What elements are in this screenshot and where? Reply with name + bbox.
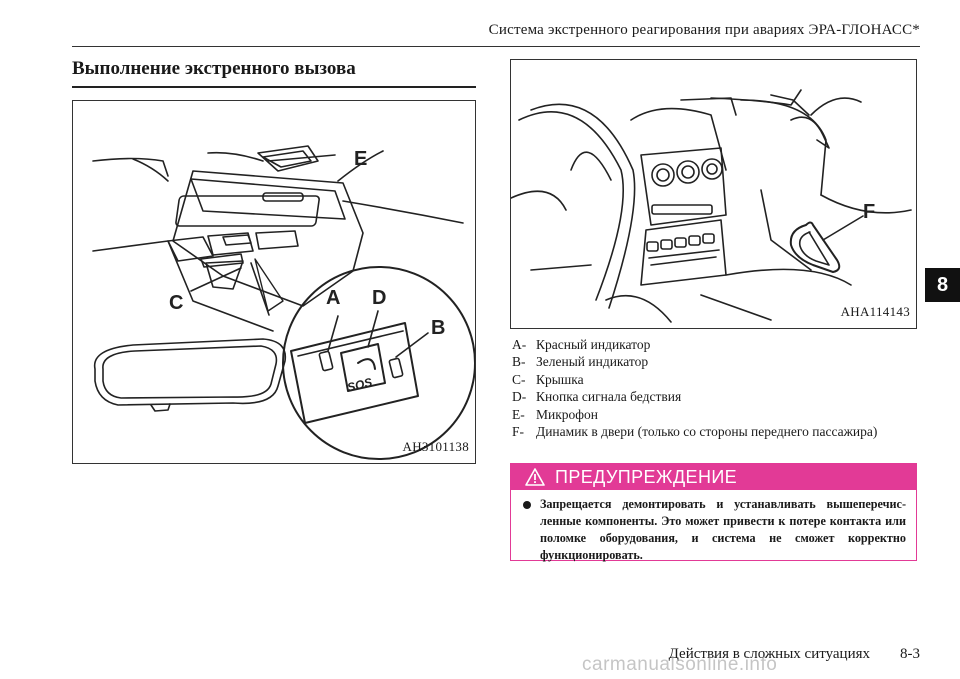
label-a: A	[326, 287, 341, 309]
overhead-console-figure	[72, 100, 476, 464]
legend-text: Динамик в двери (только со стороны переднего пассажира)	[536, 424, 878, 440]
legend-item	[512, 353, 922, 370]
legend-item	[512, 336, 922, 353]
legend-text: Микрофон	[536, 406, 599, 422]
legend-key: A-	[512, 337, 527, 352]
warning-text: Запрещается демонтировать и устанавливать вышеперечис-ленные компоненты. Это может привести к потере контакта или поломке оборудования, и система не сможет корректно функционировать.	[540, 497, 906, 562]
figure-code: AH3101138	[402, 439, 469, 454]
figure-code: AHA114143	[840, 304, 910, 319]
sos-button-label: SOS	[345, 374, 374, 395]
warning-header	[511, 464, 916, 490]
legend-item	[512, 388, 922, 405]
legend-key: C-	[512, 371, 526, 387]
legend-item	[512, 423, 922, 440]
door-speaker-figure	[510, 59, 917, 329]
label-b: B	[431, 317, 446, 339]
warning-triangle-icon	[525, 468, 545, 486]
watermark: carmanualsonline.info	[582, 654, 778, 675]
overhead-console-illustration	[73, 101, 475, 463]
legend-list	[512, 336, 922, 440]
legend-text: Крышка	[536, 371, 584, 387]
warning-title: ПРЕДУПРЕЖДЕНИЕ	[555, 466, 738, 487]
page-number: 8-3	[900, 646, 920, 662]
page-header-title: Система экстренного реагирования при авариях ЭРА-ГЛОНАСС*	[488, 22, 920, 38]
label-f: F	[863, 201, 876, 223]
legend-text: Красный индикатор	[536, 337, 651, 352]
label-c: C	[169, 292, 184, 314]
legend-item	[512, 371, 922, 388]
legend-key: B-	[512, 354, 526, 370]
section-title: Выполнение экстренного вызова	[72, 58, 476, 88]
chapter-tab: 8	[925, 268, 960, 302]
footer-section: Действия в сложных ситуациях	[668, 646, 870, 662]
legend-item	[512, 406, 922, 423]
warning-body	[511, 490, 916, 564]
label-e: E	[354, 148, 368, 170]
legend-key: D-	[512, 389, 527, 405]
dashboard-illustration	[511, 60, 916, 328]
legend-key: E-	[512, 406, 525, 422]
legend-key: F-	[512, 424, 525, 440]
legend-text: Зеленый индикатор	[536, 354, 649, 370]
warning-box	[510, 463, 917, 561]
bullet-icon	[523, 501, 531, 509]
header-divider	[72, 46, 920, 47]
legend-text: Кнопка сигнала бедствия	[536, 389, 682, 405]
label-d: D	[372, 287, 387, 309]
